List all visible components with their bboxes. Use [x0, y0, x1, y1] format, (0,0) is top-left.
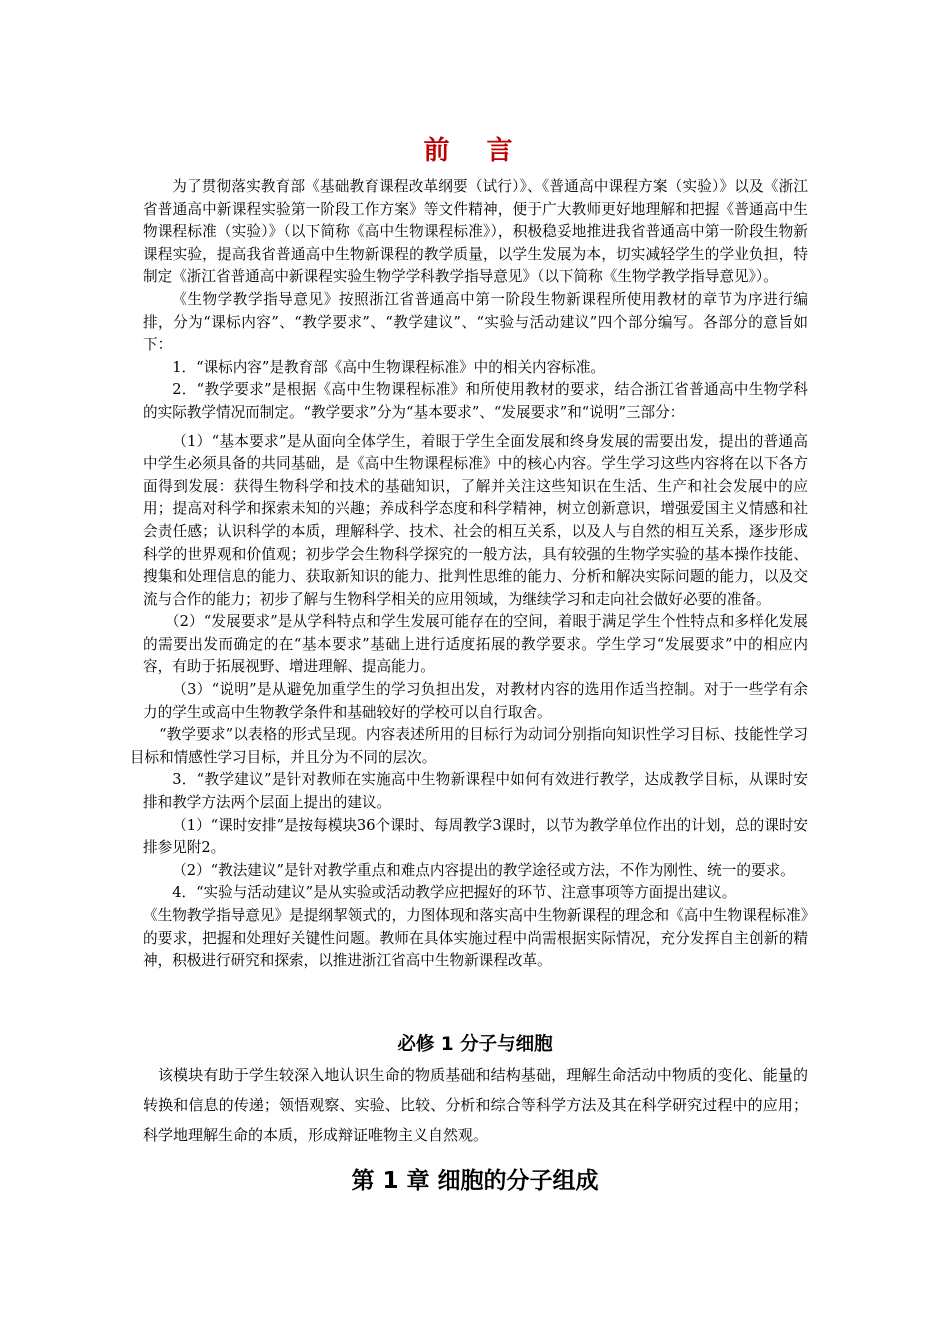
preface-body [129, 176, 809, 973]
paragraph-schedule: （1）“课时安排”是按每模块36个课时、每周教学3课时，以节为教学单位作出的计划，总的课时安排参见附2。 [143, 816, 809, 857]
paragraph-item-4: 4．“实验与活动建议”是从实验或活动教学应把握好的环节、注意事项等方面提出建议。 [172, 884, 737, 902]
paragraph-closing: 《生物教学指导意见》是提纲挈领式的，力图体现和落实高中生物新课程的理念和《高中生物课程标准》的要求，把握和处理好关键性问题。教师在具体实施过程中尚需根据实际情况，充分发挥自主创新的精神，积极进行研究和探索，以推进浙江省高中生物新课程改革。 [143, 907, 808, 970]
module-intro: 该模块有助于学生较深入地认识生命的物质基础和结构基础，理解生命活动中物质的变化、能量的转换和信息的传递；领悟观察、实验、比较、分析和综合等科学方法及其在科学研究过程中的应用；科学地理解生命的本质，形成辩证唯物主义自然观。 [143, 1066, 808, 1144]
chapter-title: 第 1 章 细胞的分子组成 [351, 1168, 599, 1194]
paragraph-item-2: 2．“教学要求”是根据《高中生物课程标准》和所使用教材的要求，结合浙江省普通高中生物学科的实际教学情况而制定。“教学要求”分为“基本要求”、“发展要求”和“说明”三部分： [143, 381, 808, 421]
paragraph-structure: 《生物学教学指导意见》按照浙江省普通高中第一阶段生物新课程所使用教材的章节为序进行编排，分为“课标内容”、“教学要求”、“教学建议”、“实验与活动建议”四个部分编写。各部分的意旨如下： [143, 290, 808, 354]
paragraph-purpose: 为了贯彻落实教育部《基础教育课程改革纲要（试行）》、《普通高中课程方案（实验）》以及《浙江省普通高中新课程实验第一阶段工作方案》等文件精神，便于广大教师更好地理解和把握《普通高中生物课程标准（实验）》（以下简称《高中生物课程标准》），积极稳妥地推进我省普通高中第一阶段生物新课程实验，提高我省普通高中生物新课程的教学质量，以学生发展为本，切实减轻学生的学业负担，特制定《浙江省普通高中新课程实验生物学学科教学指导意见》（以下简称《生物学教学指导意见》）。 [143, 178, 808, 286]
paragraph-table-format: “教学要求”以表格的形式呈现。内容表述所用的目标行为动词分别指向知识性学习目标、技能性学习目标和情感性学习目标，并且分为不同的层次。 [129, 726, 808, 766]
paragraph-development-requirements: （2）“发展要求”是从学科特点和学生发展可能存在的空间，着眼于满足学生个性特点和多样化发展的需要出发而确定的在“基本要求”基础上进行适度拓展的教学要求。学生学习“发展要求”中的相应内容，有助于拓展视野、增进理解、提高能力。 [143, 613, 808, 676]
paragraph-item-1: 1．“课标内容”是教育部《高中生物课程标准》中的相关内容标准。 [172, 358, 606, 376]
module-title: 必修 1 分子与细胞 [397, 1034, 553, 1055]
preface-title: 前 言 [423, 136, 527, 166]
paragraph-method: （2）“教法建议”是针对教学重点和难点内容提出的教学途径或方法，不作为刚性、统一的要求。 [172, 861, 795, 879]
paragraph-basic-requirements: （1）“基本要求”是从面向全体学生，着眼于学生全面发展和终身发展的需要出发，提出的普通高中学生必须具备的共同基础，是《高中生物课程标准》中的核心内容。学生学习这些内容将在以下各方面得到发展：获得生物科学和技术的基础知识，了解并关注这些知识在生活、生产和社会发展中的应用；提高对科学和探索未知的兴趣；养成科学态度和科学精神，树立创新意识，增强爱国主义情感和社会责任感；认识科学的本质，理解科学、技术、社会的相互关系，以及人与自然的相互关系，逐步形成科学的世界观和价值观；初步学会生物科学探究的一般方法，具有较强的生物学实验的基本操作技能、搜集和处理信息的能力、获取新知识的能力、批判性思维的能力、分析和解决实际问题的能力，以及交流与合作的能力；初步了解与生物科学相关的应用领域，为继续学习和走向社会做好必要的准备。 [143, 432, 808, 608]
paragraph-explanation: （3）“说明”是从避免加重学生的学习负担出发，对教材内容的选用作适当控制。对于一些学有余力的学生或高中生物教学条件和基础较好的学校可以自行取舍。 [143, 681, 808, 721]
paragraph-item-3: 3．“教学建议”是针对教师在实施高中生物新课程中如何有效进行教学，达成教学目标，从课时安排和教学方法两个层面上提出的建议。 [143, 771, 808, 812]
